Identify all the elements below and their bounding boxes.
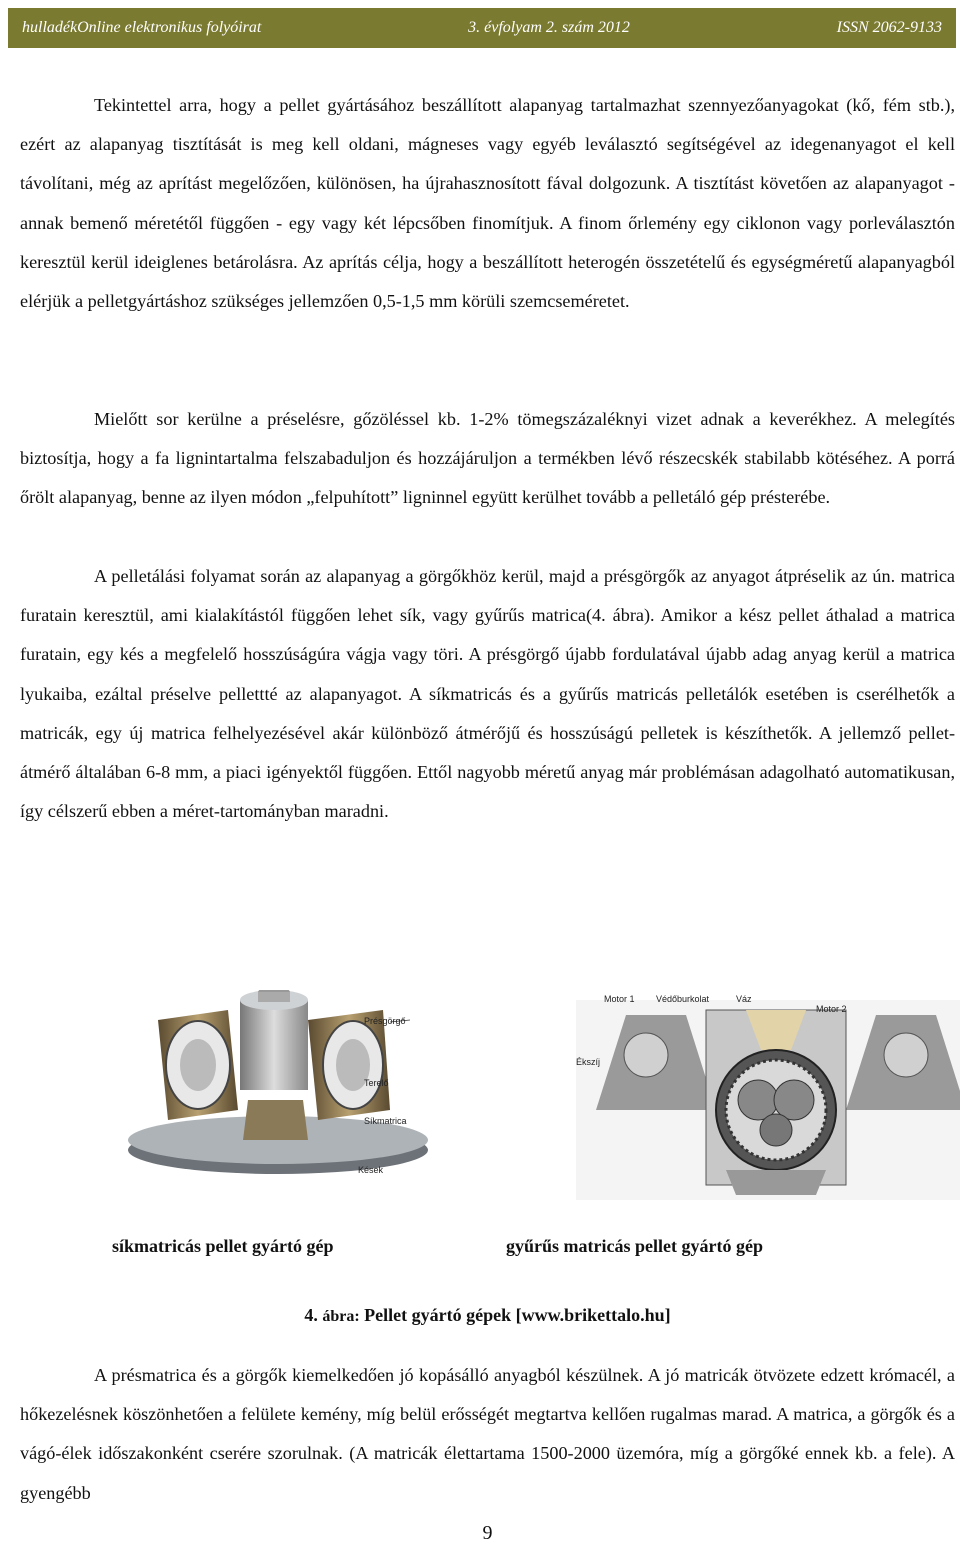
label-sikmatrica: Síkmatrica xyxy=(364,1116,407,1126)
figure-title xyxy=(20,1305,955,1326)
label-presgorgo: Présgörgő xyxy=(364,1016,406,1026)
label-vedoburkolat: Védőburkolat xyxy=(656,994,710,1004)
page-number: 9 xyxy=(482,1522,493,1544)
label-motor-1: Motor 1 xyxy=(604,994,635,1004)
paragraph-3: A pelletálási folyamat során az alapanyag a görgőkhöz kerül, majd a présgörgők az anyagot átpréselik az ún. matrica furatain keresztül, ami kialakítástól függően lehet sík, vagy gyűrűs matrica(4. ábra). Amikor a kész pellet áthalad a matrica furatain, egy kés a megfelelő hosszúságúra vágja vagy töri. A présgörgő újabb fordulatával újabb adag anyag kerül a matrica lyukaiba, ezáltal préselve pellettté az alapanyagot. A síkmatricás és a gyűrűs matricás pelletálók esetében is cserélhetők a matricák, egy új matrica felhelyezésével akár különböző átmérőjű és hosszúságú pelletek is készíthetők. A jellemző pellet-átmérő általában 6-8 mm, a piaci igényektől függően. Ettől nagyobb méretű anyag már problémásan adagolható automatikusan, így célszerű ebben a méret-tartományban maradni. xyxy=(20,566,955,822)
journal-title: hulladékOnline elektronikus folyóirat xyxy=(22,19,262,36)
flat-die-machine-illustration xyxy=(128,990,428,1185)
figure-word: ábra: xyxy=(322,1308,360,1325)
figure-title-text: Pellet gyártó gépek [www.brikettalo.hu] xyxy=(364,1305,671,1325)
journal-issn: ISSN 2062-9133 xyxy=(836,19,942,36)
label-motor-2: Motor 2 xyxy=(816,1004,847,1014)
label-kesek: Kések xyxy=(358,1165,384,1175)
figure-pellet-machines xyxy=(20,990,955,1230)
label-terelo: Terelő xyxy=(364,1078,389,1088)
paragraph-2: Mielőtt sor kerülne a préselésre, gőzöléssel kb. 1-2% tömegszázaléknyi vizet adnak a keverékhez. A melegítés biztosítja, hogy a fa lignintartalma felszabaduljon és hozzájáruljon a termékben lévő részecskék stabilabb kötéséhez. A porrá őrölt alapanyag, benne az ilyen módon „felpuhított” ligninnel együtt kerülhet tovább a pelletáló gép présterébe. xyxy=(20,409,955,508)
caption-flat-die: síkmatricás pellet gyártó gép xyxy=(112,1236,334,1256)
paragraph-1: Tekintettel arra, hogy a pellet gyártásához beszállított alapanyag tartalmazhat szennyezőanyagokat (kő, fém stb.), ezért az alapanyag tisztítását is meg kell oldani, mágneses vagy egyéb leválasztó segítségével az idegenanyagot el kell távolítani, még az aprítást megelőzően, különösen, ha újrahasznosított fával dolgozunk. A tisztítást követően az alapanyagot - annak bemenő méretétől függően - egy vagy két lépcsőben finomítjuk. A finom őrlemény egy ciklonon vagy porleválasztón keresztül kerül ideiglenes betárolásra. Az aprítás célja, hogy a beszállított heterogén összetételű és egységméretű alapanyagból elérjük a pelletgyártáshoz szükséges jellemzően 0,5-1,5 mm körüli szemcseméretet. xyxy=(20,95,955,312)
label-vaz: Váz xyxy=(736,994,752,1004)
journal-issue: 3. évfolyam 2. szám 2012 xyxy=(468,19,630,36)
ring-die-machine-illustration xyxy=(576,990,960,1200)
figure-number: 4. xyxy=(304,1305,318,1325)
paragraph-4: A présmatrica és a görgők kiemelkedően jó kopásálló anyagból készülnek. A jó matricák ötvözete edzett krómacél, a hőkezelésnek köszönhetően a felülete kemény, míg belül erősségét megtartva kellően rugalmas marad. A matrica, a görgők és a vágó-élek időszakonként cserére szorulnak. (A matricák élettartama 1500-2000 üzemóra, míg a görgőké ennek kb. a fele). A gyengébb xyxy=(20,1365,955,1503)
journal-header xyxy=(8,8,956,48)
label-ekszij: Ékszíj xyxy=(576,1057,601,1067)
caption-ring-die: gyűrűs matricás pellet gyártó gép xyxy=(506,1236,763,1256)
